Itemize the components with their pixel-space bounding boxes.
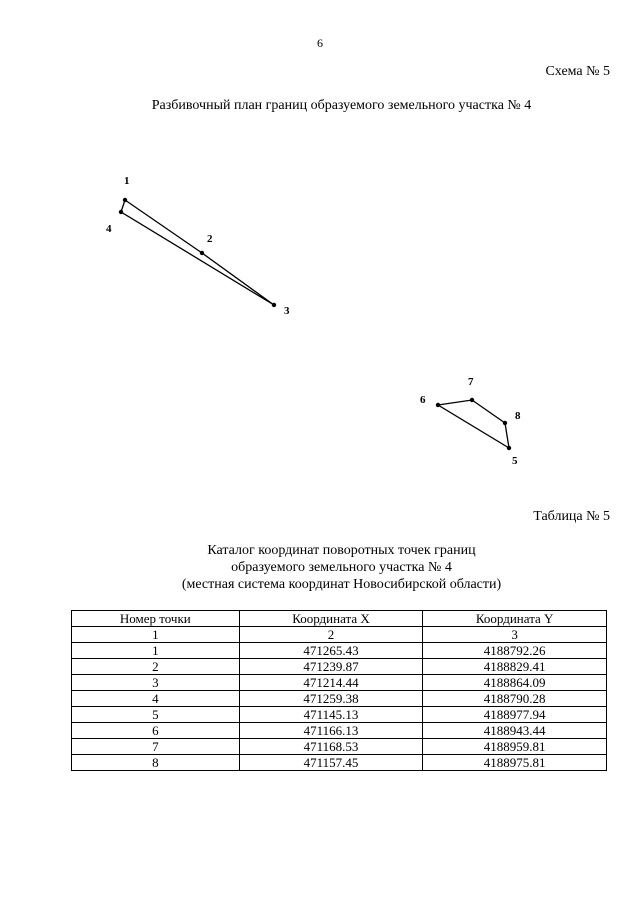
point-marker-6 (436, 403, 440, 407)
layout-plan-drawing (0, 160, 640, 480)
table-row (72, 707, 607, 723)
point-number-cell: 6 (72, 723, 240, 739)
coordinates-table (71, 610, 607, 771)
table-header-row (72, 611, 607, 627)
coordinate-y-cell: 4188943.44 (423, 723, 607, 739)
point-number-cell: 2 (72, 659, 240, 675)
point-label-1: 1 (124, 175, 130, 187)
coordinate-y-cell: 4188790.28 (423, 691, 607, 707)
column-number-cell: 3 (423, 627, 607, 643)
coordinate-y-cell: 4188975.81 (423, 755, 607, 771)
point-marker-7 (470, 398, 474, 402)
table-row (72, 755, 607, 771)
point-label-4: 4 (106, 223, 112, 235)
point-number-cell: 4 (72, 691, 240, 707)
point-number-cell: 1 (72, 643, 240, 659)
column-number-cell: 1 (72, 627, 240, 643)
coordinate-y-cell: 4188829.41 (423, 659, 607, 675)
table-row (72, 739, 607, 755)
coordinate-x-cell: 471145.13 (239, 707, 423, 723)
catalog-title-line-1: Каталог координат поворотных точек границ (207, 543, 476, 558)
point-number-cell: 7 (72, 739, 240, 755)
plan-title: Разбивочный план границ образуемого земельного участка № 4 (151, 98, 532, 113)
point-number-cell: 8 (72, 755, 240, 771)
coordinate-y-cell: 4188959.81 (423, 739, 607, 755)
table-label: Таблица № 5 (533, 509, 610, 524)
point-marker-3 (272, 303, 276, 307)
coordinate-x-cell: 471259.38 (239, 691, 423, 707)
point-marker-2 (200, 251, 204, 255)
catalog-title-line-3: (местная система координат Новосибирской области) (181, 577, 502, 592)
table-row (72, 643, 607, 659)
point-marker-5 (507, 446, 511, 450)
coordinate-y-cell: 4188792.26 (423, 643, 607, 659)
parcel-boundary-b (438, 400, 509, 448)
coordinate-x-cell: 471265.43 (239, 643, 423, 659)
point-label-5: 5 (512, 455, 518, 467)
point-marker-4 (119, 210, 123, 214)
header-point-number: Номер точки (72, 611, 240, 627)
header-coordinate-x: Координата X (239, 611, 423, 627)
table-row (72, 675, 607, 691)
point-number-cell: 5 (72, 707, 240, 723)
parcel-boundary-a (121, 200, 274, 305)
coordinate-x-cell: 471166.13 (239, 723, 423, 739)
column-number-cell: 2 (239, 627, 423, 643)
point-label-8: 8 (515, 410, 521, 422)
page-number: 6 (317, 36, 323, 50)
point-number-cell: 3 (72, 675, 240, 691)
point-label-3: 3 (284, 305, 290, 317)
point-label-6: 6 (420, 394, 426, 406)
scheme-label: Схема № 5 (545, 64, 610, 79)
coordinate-y-cell: 4188977.94 (423, 707, 607, 723)
catalog-title-line-2: образуемого земельного участка № 4 (231, 560, 452, 575)
table-column-number-row (72, 627, 607, 643)
coordinate-y-cell: 4188864.09 (423, 675, 607, 691)
coordinate-x-cell: 471168.53 (239, 739, 423, 755)
coordinate-x-cell: 471214.44 (239, 675, 423, 691)
table-row (72, 723, 607, 739)
table-row (72, 659, 607, 675)
coordinate-x-cell: 471157.45 (239, 755, 423, 771)
point-marker-1 (123, 198, 127, 202)
point-label-7: 7 (468, 376, 474, 388)
coordinate-x-cell: 471239.87 (239, 659, 423, 675)
point-marker-8 (503, 421, 507, 425)
table-row (72, 691, 607, 707)
catalog-title (0, 542, 640, 593)
header-coordinate-y: Координата Y (423, 611, 607, 627)
point-label-2: 2 (207, 233, 213, 245)
